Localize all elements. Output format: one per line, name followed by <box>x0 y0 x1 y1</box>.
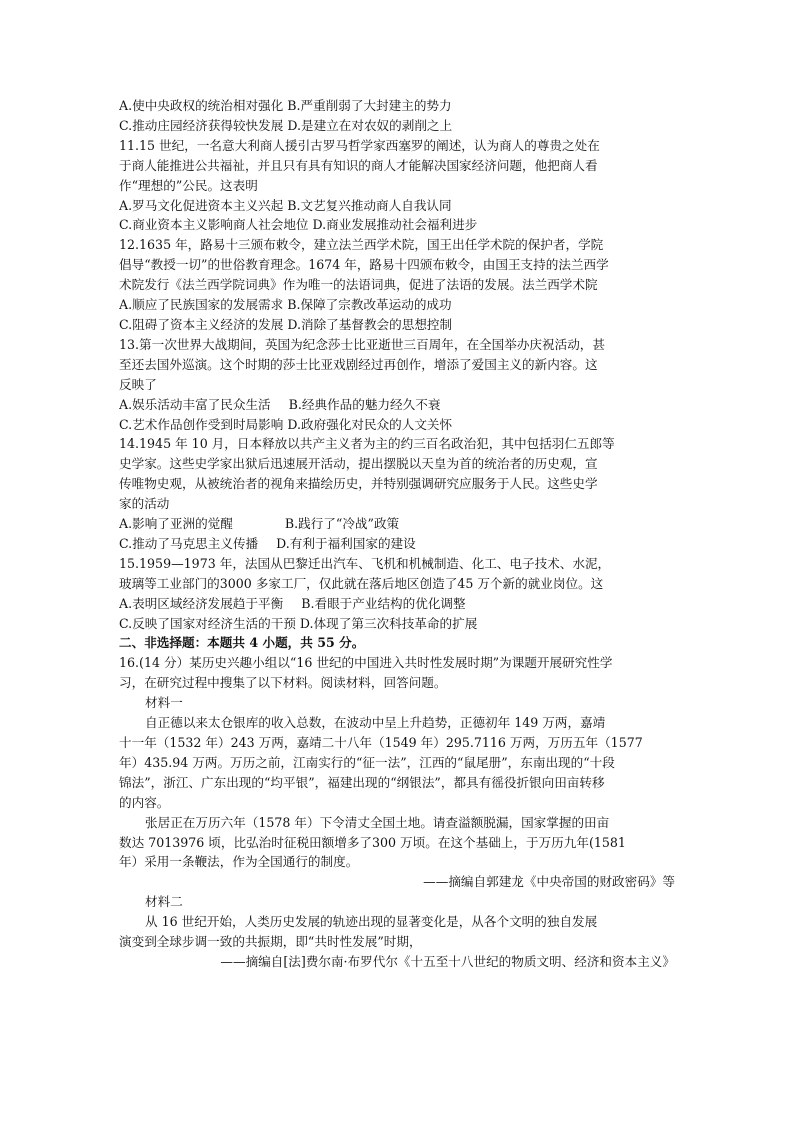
q15-stem-line: 玻璃等工业部门的3000 多家工厂，仅此就在落后地区创造了45 万个新的就业岗位。这 <box>119 575 604 591</box>
material1-source: ——摘编自郭建龙《中央帝国的财政密码》等 <box>423 874 675 890</box>
q16-stem-line: 习，在研究过程中搜集了以下材料。阅读材料，回答问题。 <box>119 675 447 691</box>
q15-options-ab <box>119 594 679 614</box>
material2-source: ——摘编自[法]费尔南·布罗代尔《十五至十八世纪的物质文明、经济和资本主义》 <box>220 953 675 969</box>
material1-paragraph-line: 十一年（1532 年）243 万两，嘉靖二十八年（1549 年）295.7116 万两，万历五年（1577 <box>119 735 643 750</box>
q14-option-a: A.影响了亚洲的觉醒 <box>119 516 233 532</box>
material1-paragraph-line: 数达 7013976 顷，比弘治时征税田额增多了300 万顷。在这个基础上，于万历九年(1581 <box>119 834 626 850</box>
material2-paragraph-line: 从 16 世纪开始，人类历史发展的轨迹出现的显著变化是，从各个文明的独自发展 <box>145 914 598 930</box>
material1-paragraph-line: 年）采用一条鞭法，作为全国通行的制度。 <box>119 854 359 870</box>
q14-stem-line: 家的活动 <box>119 496 170 512</box>
q11-stem-line: 作“理想的”公民。这表明 <box>119 177 258 193</box>
material1-paragraph-line: 的内容。 <box>119 794 170 810</box>
material1-paragraph-line: 年）435.94 万两。万历之前，江南实行的“征一法”，江西的“鼠尾册”，东南出现的“十段 <box>119 754 615 770</box>
q11-options-ab: A.罗马文化促进资本主义兴起 B.文艺复兴推动商人自我认同 <box>119 197 452 213</box>
q13-option-a: A.娱乐活动丰富了民众生活 <box>119 396 271 412</box>
q12-stem-line: 12.1635 年，路易十三颁布敕令，建立法兰西学术院，国王出任学术院的保护者，学院 <box>119 237 604 253</box>
material2-paragraph-line: 演变到全球步调一致的共振期，即“共时性发展”时期， <box>119 934 422 950</box>
q12-stem-line: 倡导“教授一切”的世俗教育理念。1674 年，路易十四颁布敕令，由国王支持的法兰西学 <box>119 257 609 273</box>
q14-stem-line: 14.1945 年 10 月，日本释放以共产主义者为主的约三百名政治犯，其中包括羽仁五郎等 <box>119 436 615 452</box>
q14-option-d: D.有利于福利国家的建设 <box>276 535 416 551</box>
q13-stem-line: 13.第一次世界大战期间，英国为纪念莎士比亚逝世三百周年，在全国举办庆祝活动，甚 <box>119 336 605 352</box>
material1-paragraph-line: 锦法”，浙江、广东出现的“均平银”，福建出现的“纲银法”，都具有徭役折银向田亩转移 <box>119 774 605 790</box>
q14-options-cd <box>119 534 679 554</box>
q16-stem-line: 16.(14 分）某历史兴趣小组以“16 世纪的中国进入共时性发展时期”为课题开展研究性学 <box>119 655 613 671</box>
q14-stem-line: 传唯物史观，从被统治者的视角来描绘历史，并特别强调研究应服务于人民。这些史学 <box>119 476 598 492</box>
material1-paragraph-line: 张居正在万历六年（1578 年）下令清丈全国土地。请查溢额脱漏，国家掌握的田亩 <box>145 814 610 830</box>
material1-paragraph-line: 自正德以来太仓银库的收入总数，在波动中呈上升趋势，正德初年 149 万两，嘉靖 <box>145 715 606 731</box>
q13-stem-line: 至还去国外巡演。这个时期的莎士比亚戏剧经过再创作，增添了爱国主义的新内容。这 <box>119 356 598 372</box>
q13-stem-line: 反映了 <box>119 376 157 392</box>
q15-stem-line: 15.1959—1973 年，法国从巴黎迁出汽车、飞机和机械制造、化工、电子技术、水泥， <box>119 555 611 571</box>
q10-options-ab: A.使中央政权的统治相对强化 B.严重削弱了大封建主的势力 <box>119 98 452 113</box>
q13-option-b: B.经典作品的魅力经久不衰 <box>288 396 441 412</box>
q14-options-ab <box>119 514 679 534</box>
q12-options-cd: C.阻碍了资本主义经济的发展 D.消除了基督教会的思想控制 <box>119 316 453 332</box>
q12-options-ab: A.顺应了民族国家的发展需求 B.保障了宗教改革运动的成功 <box>119 297 452 313</box>
q13-options-cd: C.艺术作品创作受到时局影响 D.政府强化对民众的人文关怀 <box>119 416 453 432</box>
q14-stem-line: 史学家。这些史学家出狱后迅速展开活动，提出摆脱以天皇为首的统治者的历史观，宣 <box>119 456 598 472</box>
q11-stem-line: 于商人能推进公共福祉，并且只有具有知识的商人才能解决国家经济问题，他把商人看 <box>119 157 598 173</box>
q14-option-c: C.推动了马克思主义传播 <box>119 535 259 551</box>
section-heading: 二、非选择题：本题共 4 小题，共 55 分。 <box>119 635 365 651</box>
q11-stem-line: 11.15 世纪，一名意大利商人援引古罗马哲学家西塞罗的阐述，认为商人的尊贵之处在 <box>119 137 600 153</box>
q10-options-cd: C.推动庄园经济获得较快发展 D.是建立在对农奴的剥削之上 <box>119 117 453 133</box>
q13-options-ab <box>119 395 679 415</box>
exam-page <box>119 96 679 972</box>
q15-option-b: B.看眼于产业结构的优化调整 <box>301 595 466 611</box>
material2-label: 材料二 <box>145 894 183 910</box>
q15-option-a: A.表明区域经济发展趋于平衡 <box>119 595 284 611</box>
q12-stem-line: 术院发行《法兰西学院词典》作为唯一的法语词典，促进了法语的发展。法兰西学术院 <box>119 277 598 293</box>
q14-option-b: B.践行了“冷战”政策 <box>284 516 400 532</box>
q15-options-cd: C.反映了国家对经济生活的干预 D.体现了第三次科技革命的扩展 <box>119 615 478 631</box>
material1-label: 材料一 <box>145 695 183 711</box>
q11-options-cd: C.商业资本主义影响商人社会地位 D.商业发展推动社会福利进步 <box>119 217 478 233</box>
